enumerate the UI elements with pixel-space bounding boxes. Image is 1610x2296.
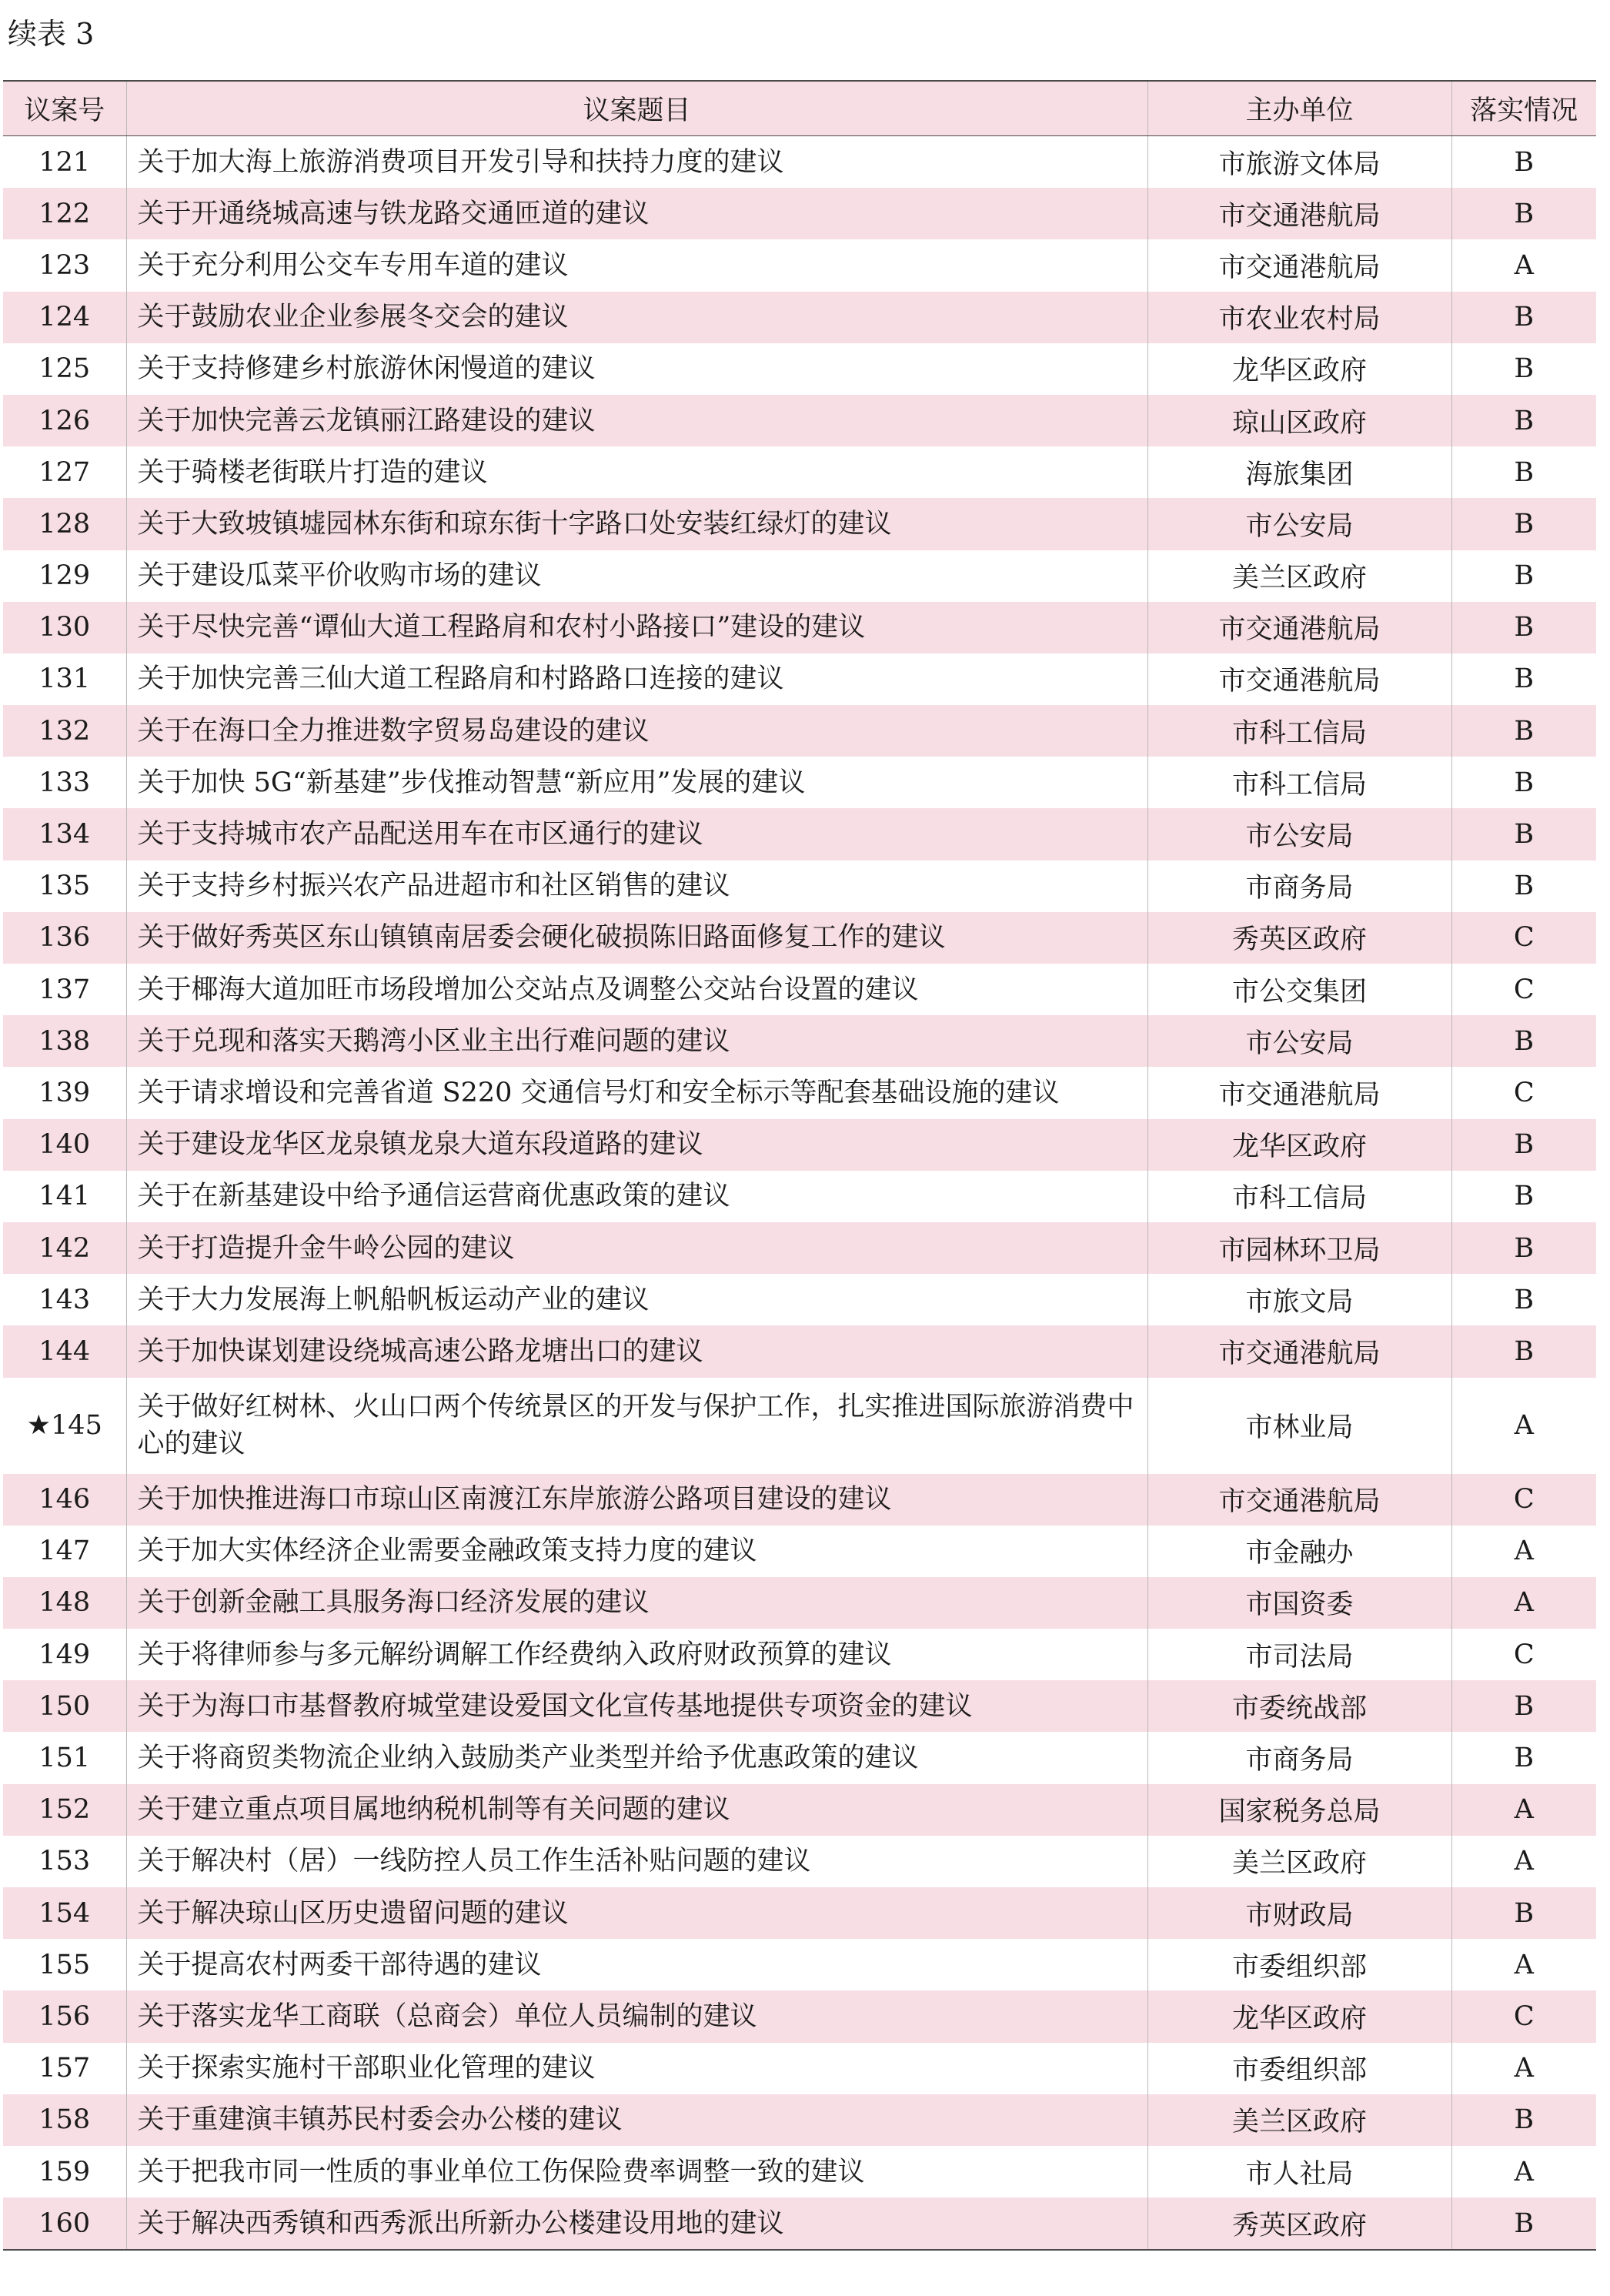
table-row xyxy=(3,446,1596,498)
table-row xyxy=(3,188,1596,239)
proposal-number-cell: 128 xyxy=(3,498,126,550)
host-unit-cell: 市公交集团 xyxy=(1147,964,1451,1015)
table-row xyxy=(3,1680,1596,1732)
proposal-title-cell: 关于加快完善云龙镇丽江路建设的建议 xyxy=(126,395,1147,446)
table-row xyxy=(3,1378,1596,1474)
proposal-title-cell: 关于建设瓜菜平价收购市场的建议 xyxy=(126,550,1147,602)
host-unit-cell: 市交通港航局 xyxy=(1147,188,1451,239)
proposal-title-cell: 关于解决村（居）一线防控人员工作生活补贴问题的建议 xyxy=(126,1836,1147,1887)
proposal-number-cell: 149 xyxy=(38,1639,91,1670)
proposal-title-cell: 关于在新基建设中给予通信运营商优惠政策的建议 xyxy=(126,1171,1147,1222)
host-unit-cell: 美兰区政府 xyxy=(1147,550,1451,602)
proposal-title-cell: 关于大致坡镇墟园林东街和琼东街十字路口处安装红绿灯的建议 xyxy=(126,498,1147,550)
status-cell: C xyxy=(1451,1067,1596,1118)
status-cell: C xyxy=(1451,964,1596,1015)
host-unit-cell: 市交通港航局 xyxy=(1147,653,1451,705)
status-cell: B xyxy=(1451,1680,1596,1732)
proposal-title-cell: 关于大力发展海上帆船帆板运动产业的建议 xyxy=(126,1274,1147,1325)
table-row xyxy=(3,1990,1596,2042)
status-cell: B xyxy=(1451,1732,1596,1783)
host-unit-cell: 市公安局 xyxy=(1147,1015,1451,1067)
proposal-number-cell: 124 xyxy=(3,292,126,343)
status-cell: B xyxy=(1451,188,1596,239)
proposal-number-cell: 125 xyxy=(38,353,91,385)
host-unit-cell: 美兰区政府 xyxy=(1147,1836,1451,1887)
proposal-title-cell: 关于解决西秀镇和西秀派出所新办公楼建设用地的建议 xyxy=(126,2197,1147,2250)
proposal-number-cell: 137 xyxy=(38,974,91,1005)
table-row xyxy=(3,1732,1596,1783)
status-cell: A xyxy=(1451,1378,1596,1474)
status-cell: C xyxy=(1451,1629,1596,1680)
host-unit-cell: 市交通港航局 xyxy=(1147,1067,1451,1118)
proposal-number-cell: 143 xyxy=(38,1284,91,1315)
table-row xyxy=(3,2094,1596,2146)
proposal-title-cell: 关于做好红树林、火山口两个传统景区的开发与保护工作，扎实推进国际旅游消费中心的建议 xyxy=(126,1378,1147,1474)
host-unit-cell: 龙华区政府 xyxy=(1147,1990,1451,2042)
proposal-number-cell: 123 xyxy=(38,249,91,281)
header-row xyxy=(3,81,1596,136)
proposal-title-cell: 关于支持城市农产品配送用车在市区通行的建议 xyxy=(126,808,1147,860)
host-unit-cell: 市金融办 xyxy=(1147,1526,1451,1577)
host-unit-cell: 市农业农村局 xyxy=(1147,292,1451,343)
proposal-number-cell: 157 xyxy=(38,2053,91,2084)
status-cell: B xyxy=(1451,343,1596,395)
status-cell: B xyxy=(1451,1325,1596,1377)
proposal-number-cell: 133 xyxy=(38,767,91,798)
table-row xyxy=(3,705,1596,757)
table-row xyxy=(3,1171,1596,1222)
table-row xyxy=(3,1577,1596,1629)
status-cell: B xyxy=(1451,653,1596,705)
proposal-title-cell: 关于把我市同一性质的事业单位工伤保险费率调整一致的建议 xyxy=(126,2146,1147,2197)
host-unit-cell: 市交通港航局 xyxy=(1147,602,1451,653)
status-cell: B xyxy=(1451,136,1596,189)
proposal-title-cell: 关于椰海大道加旺市场段增加公交站点及调整公交站台设置的建议 xyxy=(126,964,1147,1015)
proposal-title-cell: 关于在海口全力推进数字贸易岛建设的建议 xyxy=(126,705,1147,757)
table-row xyxy=(3,602,1596,653)
proposal-title-cell: 关于开通绕城高速与铁龙路交通匝道的建议 xyxy=(126,188,1147,239)
proposal-number-cell: 159 xyxy=(38,2156,91,2187)
proposal-title-cell: 关于建立重点项目属地纳税机制等有关问题的建议 xyxy=(126,1784,1147,1836)
status-cell: B xyxy=(1451,757,1596,808)
proposal-title-cell: 关于加快完善三仙大道工程路肩和村路路口连接的建议 xyxy=(126,653,1147,705)
proposal-title-cell: 关于兑现和落实天鹅湾小区业主出行难问题的建议 xyxy=(126,1015,1147,1067)
status-cell: B xyxy=(1451,705,1596,757)
status-cell: B xyxy=(1451,498,1596,550)
proposal-title-cell: 关于支持修建乡村旅游休闲慢道的建议 xyxy=(126,343,1147,395)
table-caption: 续表 3 xyxy=(8,17,95,51)
proposal-number-cell: 132 xyxy=(3,705,126,757)
status-cell: A xyxy=(1451,239,1596,291)
proposal-number-cell: 138 xyxy=(3,1015,126,1067)
proposal-number-cell: 153 xyxy=(38,1846,91,1877)
proposal-title-cell: 关于提高农村两委干部待遇的建议 xyxy=(126,1939,1147,1990)
host-unit-cell: 秀英区政府 xyxy=(1147,2197,1451,2250)
host-unit-cell: 龙华区政府 xyxy=(1147,343,1451,395)
table-row xyxy=(3,2197,1596,2250)
proposal-number-cell: 152 xyxy=(3,1784,126,1836)
status-cell: B xyxy=(1451,292,1596,343)
proposal-number-cell: 121 xyxy=(38,146,91,178)
status-cell: A xyxy=(1451,1939,1596,1990)
proposal-number-cell: 160 xyxy=(3,2197,126,2250)
status-cell: C xyxy=(1451,912,1596,964)
proposal-title-cell: 关于建设龙华区龙泉镇龙泉大道东段道路的建议 xyxy=(126,1119,1147,1171)
table-row xyxy=(3,1629,1596,1680)
status-cell: A xyxy=(1451,1526,1596,1577)
table-header xyxy=(3,81,1596,136)
header-proposal-number: 议案号 xyxy=(3,81,126,136)
host-unit-cell: 琼山区政府 xyxy=(1147,395,1451,446)
host-unit-cell: 市委组织部 xyxy=(1147,1939,1451,1990)
status-cell: A xyxy=(1451,1577,1596,1629)
host-unit-cell: 市科工信局 xyxy=(1147,705,1451,757)
table-row xyxy=(3,1274,1596,1325)
table-row xyxy=(3,1836,1596,1887)
host-unit-cell: 龙华区政府 xyxy=(1147,1119,1451,1171)
host-unit-cell: 海旅集团 xyxy=(1147,446,1451,498)
table-row xyxy=(3,861,1596,912)
proposal-number-cell: 155 xyxy=(38,1949,91,1980)
status-cell: B xyxy=(1451,2094,1596,2146)
table-row xyxy=(3,136,1596,189)
proposal-number-cell: 147 xyxy=(38,1536,91,1567)
proposal-title-cell: 关于充分利用公交车专用车道的建议 xyxy=(126,239,1147,291)
proposal-title-cell: 关于支持乡村振兴农产品进超市和社区销售的建议 xyxy=(126,861,1147,912)
proposal-title-cell: 关于加快谋划建设绕城高速公路龙塘出口的建议 xyxy=(126,1325,1147,1377)
proposal-title-cell: 关于为海口市基督教府城堂建设爱国文化宣传基地提供专项资金的建议 xyxy=(126,1680,1147,1732)
status-cell: A xyxy=(1451,1836,1596,1887)
proposal-number-cell: 139 xyxy=(38,1077,91,1108)
table-row xyxy=(3,1474,1596,1526)
table-row xyxy=(3,1222,1596,1274)
table-row xyxy=(3,964,1596,1015)
proposal-number-cell: 140 xyxy=(3,1119,126,1171)
status-cell: B xyxy=(1451,395,1596,446)
header-proposal-title: 议案题目 xyxy=(126,81,1147,136)
proposal-number-cell: 136 xyxy=(3,912,126,964)
proposal-number-cell: 134 xyxy=(3,808,126,860)
status-cell: B xyxy=(1451,1222,1596,1274)
host-unit-cell: 市公安局 xyxy=(1147,808,1451,860)
header-implementation-status: 落实情况 xyxy=(1451,81,1596,136)
proposal-title-cell: 关于重建演丰镇苏民村委会办公楼的建议 xyxy=(126,2094,1147,2146)
status-cell: B xyxy=(1451,1171,1596,1222)
status-cell: B xyxy=(1451,1274,1596,1325)
proposal-number-cell: 146 xyxy=(3,1474,126,1526)
host-unit-cell: 市科工信局 xyxy=(1147,757,1451,808)
table-row xyxy=(3,1526,1596,1577)
table-row xyxy=(3,498,1596,550)
table-row xyxy=(3,912,1596,964)
table-row xyxy=(3,1015,1596,1067)
table-row xyxy=(3,343,1596,395)
host-unit-cell: 市司法局 xyxy=(1147,1629,1451,1680)
status-cell: B xyxy=(1451,550,1596,602)
host-unit-cell: 市公安局 xyxy=(1147,498,1451,550)
proposal-number-cell: ★145 xyxy=(26,1410,102,1441)
proposal-number-cell: 142 xyxy=(3,1222,126,1274)
proposal-title-cell: 关于加大海上旅游消费项目开发引导和扶持力度的建议 xyxy=(126,136,1147,189)
proposal-number-cell: 135 xyxy=(38,871,91,902)
table-row xyxy=(3,292,1596,343)
host-unit-cell: 市交通港航局 xyxy=(1147,1474,1451,1526)
host-unit-cell: 市旅文局 xyxy=(1147,1274,1451,1325)
proposal-title-cell: 关于做好秀英区东山镇镇南居委会硬化破损陈旧路面修复工作的建议 xyxy=(126,912,1147,964)
table-row xyxy=(3,653,1596,705)
status-cell: B xyxy=(1451,808,1596,860)
proposal-number-cell: 150 xyxy=(3,1680,126,1732)
status-cell: A xyxy=(1451,1784,1596,1836)
host-unit-cell: 市交通港航局 xyxy=(1147,239,1451,291)
host-unit-cell: 市商务局 xyxy=(1147,1732,1451,1783)
status-cell: B xyxy=(1451,1015,1596,1067)
proposal-number-cell: 154 xyxy=(3,1887,126,1939)
status-cell: B xyxy=(1451,1119,1596,1171)
status-cell: B xyxy=(1451,2197,1596,2250)
host-unit-cell: 市国资委 xyxy=(1147,1577,1451,1629)
proposal-number-cell: 144 xyxy=(3,1325,126,1377)
status-cell: B xyxy=(1451,861,1596,912)
proposal-title-cell: 关于骑楼老街联片打造的建议 xyxy=(126,446,1147,498)
proposal-number-cell: 127 xyxy=(38,456,91,488)
status-cell: C xyxy=(1451,1990,1596,2042)
header-host-unit: 主办单位 xyxy=(1147,81,1451,136)
proposal-number-cell: 126 xyxy=(3,395,126,446)
host-unit-cell: 市旅游文体局 xyxy=(1147,136,1451,189)
host-unit-cell: 市人社局 xyxy=(1147,2146,1451,2197)
status-cell: C xyxy=(1451,1474,1596,1526)
table-row xyxy=(3,395,1596,446)
proposal-title-cell: 关于将律师参与多元解纷调解工作经费纳入政府财政预算的建议 xyxy=(126,1629,1147,1680)
table-row xyxy=(3,550,1596,602)
host-unit-cell: 市委组织部 xyxy=(1147,2043,1451,2094)
table-row xyxy=(3,757,1596,808)
proposal-title-cell: 关于加快 5G“新基建”步伐推动智慧“新应用”发展的建议 xyxy=(126,757,1147,808)
proposal-title-cell: 关于解决琼山区历史遗留问题的建议 xyxy=(126,1887,1147,1939)
host-unit-cell: 国家税务总局 xyxy=(1147,1784,1451,1836)
table-row xyxy=(3,2043,1596,2094)
proposals-table xyxy=(3,80,1596,2251)
table-row xyxy=(3,1784,1596,1836)
proposal-number-cell: 158 xyxy=(3,2094,126,2146)
host-unit-cell: 美兰区政府 xyxy=(1147,2094,1451,2146)
table-row xyxy=(3,1939,1596,1990)
status-cell: A xyxy=(1451,2043,1596,2094)
host-unit-cell: 市林业局 xyxy=(1147,1378,1451,1474)
table-row xyxy=(3,2146,1596,2197)
proposal-title-cell: 关于鼓励农业企业参展冬交会的建议 xyxy=(126,292,1147,343)
host-unit-cell: 秀英区政府 xyxy=(1147,912,1451,964)
proposal-number-cell: 131 xyxy=(38,663,91,695)
host-unit-cell: 市园林环卫局 xyxy=(1147,1222,1451,1274)
proposal-number-cell: 130 xyxy=(3,602,126,653)
table-row xyxy=(3,1325,1596,1377)
table-row xyxy=(3,1067,1596,1118)
host-unit-cell: 市委统战部 xyxy=(1147,1680,1451,1732)
proposal-title-cell: 关于落实龙华工商联（总商会）单位人员编制的建议 xyxy=(126,1990,1147,2042)
host-unit-cell: 市商务局 xyxy=(1147,861,1451,912)
proposal-number-cell: 122 xyxy=(3,188,126,239)
table-row xyxy=(3,1119,1596,1171)
host-unit-cell: 市科工信局 xyxy=(1147,1171,1451,1222)
proposal-number-cell: 148 xyxy=(3,1577,126,1629)
host-unit-cell: 市财政局 xyxy=(1147,1887,1451,1939)
proposal-title-cell: 关于将商贸类物流企业纳入鼓励类产业类型并给予优惠政策的建议 xyxy=(126,1732,1147,1783)
status-cell: B xyxy=(1451,446,1596,498)
proposal-title-cell: 关于请求增设和完善省道 S220 交通信号灯和安全标示等配套基础设施的建议 xyxy=(126,1067,1147,1118)
table-row xyxy=(3,1887,1596,1939)
host-unit-cell: 市交通港航局 xyxy=(1147,1325,1451,1377)
proposal-title-cell: 关于加快推进海口市琼山区南渡江东岸旅游公路项目建设的建议 xyxy=(126,1474,1147,1526)
proposal-title-cell: 关于加大实体经济企业需要金融政策支持力度的建议 xyxy=(126,1526,1147,1577)
status-cell: B xyxy=(1451,1887,1596,1939)
proposal-number-cell: 141 xyxy=(38,1181,91,1212)
proposal-number-cell: 151 xyxy=(38,1743,91,1774)
proposal-title-cell: 关于探索实施村干部职业化管理的建议 xyxy=(126,2043,1147,2094)
status-cell: A xyxy=(1451,2146,1596,2197)
proposal-title-cell: 关于尽快完善“谭仙大道工程路肩和农村小路接口”建设的建议 xyxy=(126,602,1147,653)
table-body xyxy=(3,136,1596,2251)
status-cell: B xyxy=(1451,602,1596,653)
proposal-number-cell: 156 xyxy=(3,1990,126,2042)
proposal-title-cell: 关于打造提升金牛岭公园的建议 xyxy=(126,1222,1147,1274)
proposal-number-cell: 129 xyxy=(38,560,91,592)
proposal-title-cell: 关于创新金融工具服务海口经济发展的建议 xyxy=(126,1577,1147,1629)
table-row xyxy=(3,239,1596,291)
table-row xyxy=(3,808,1596,860)
